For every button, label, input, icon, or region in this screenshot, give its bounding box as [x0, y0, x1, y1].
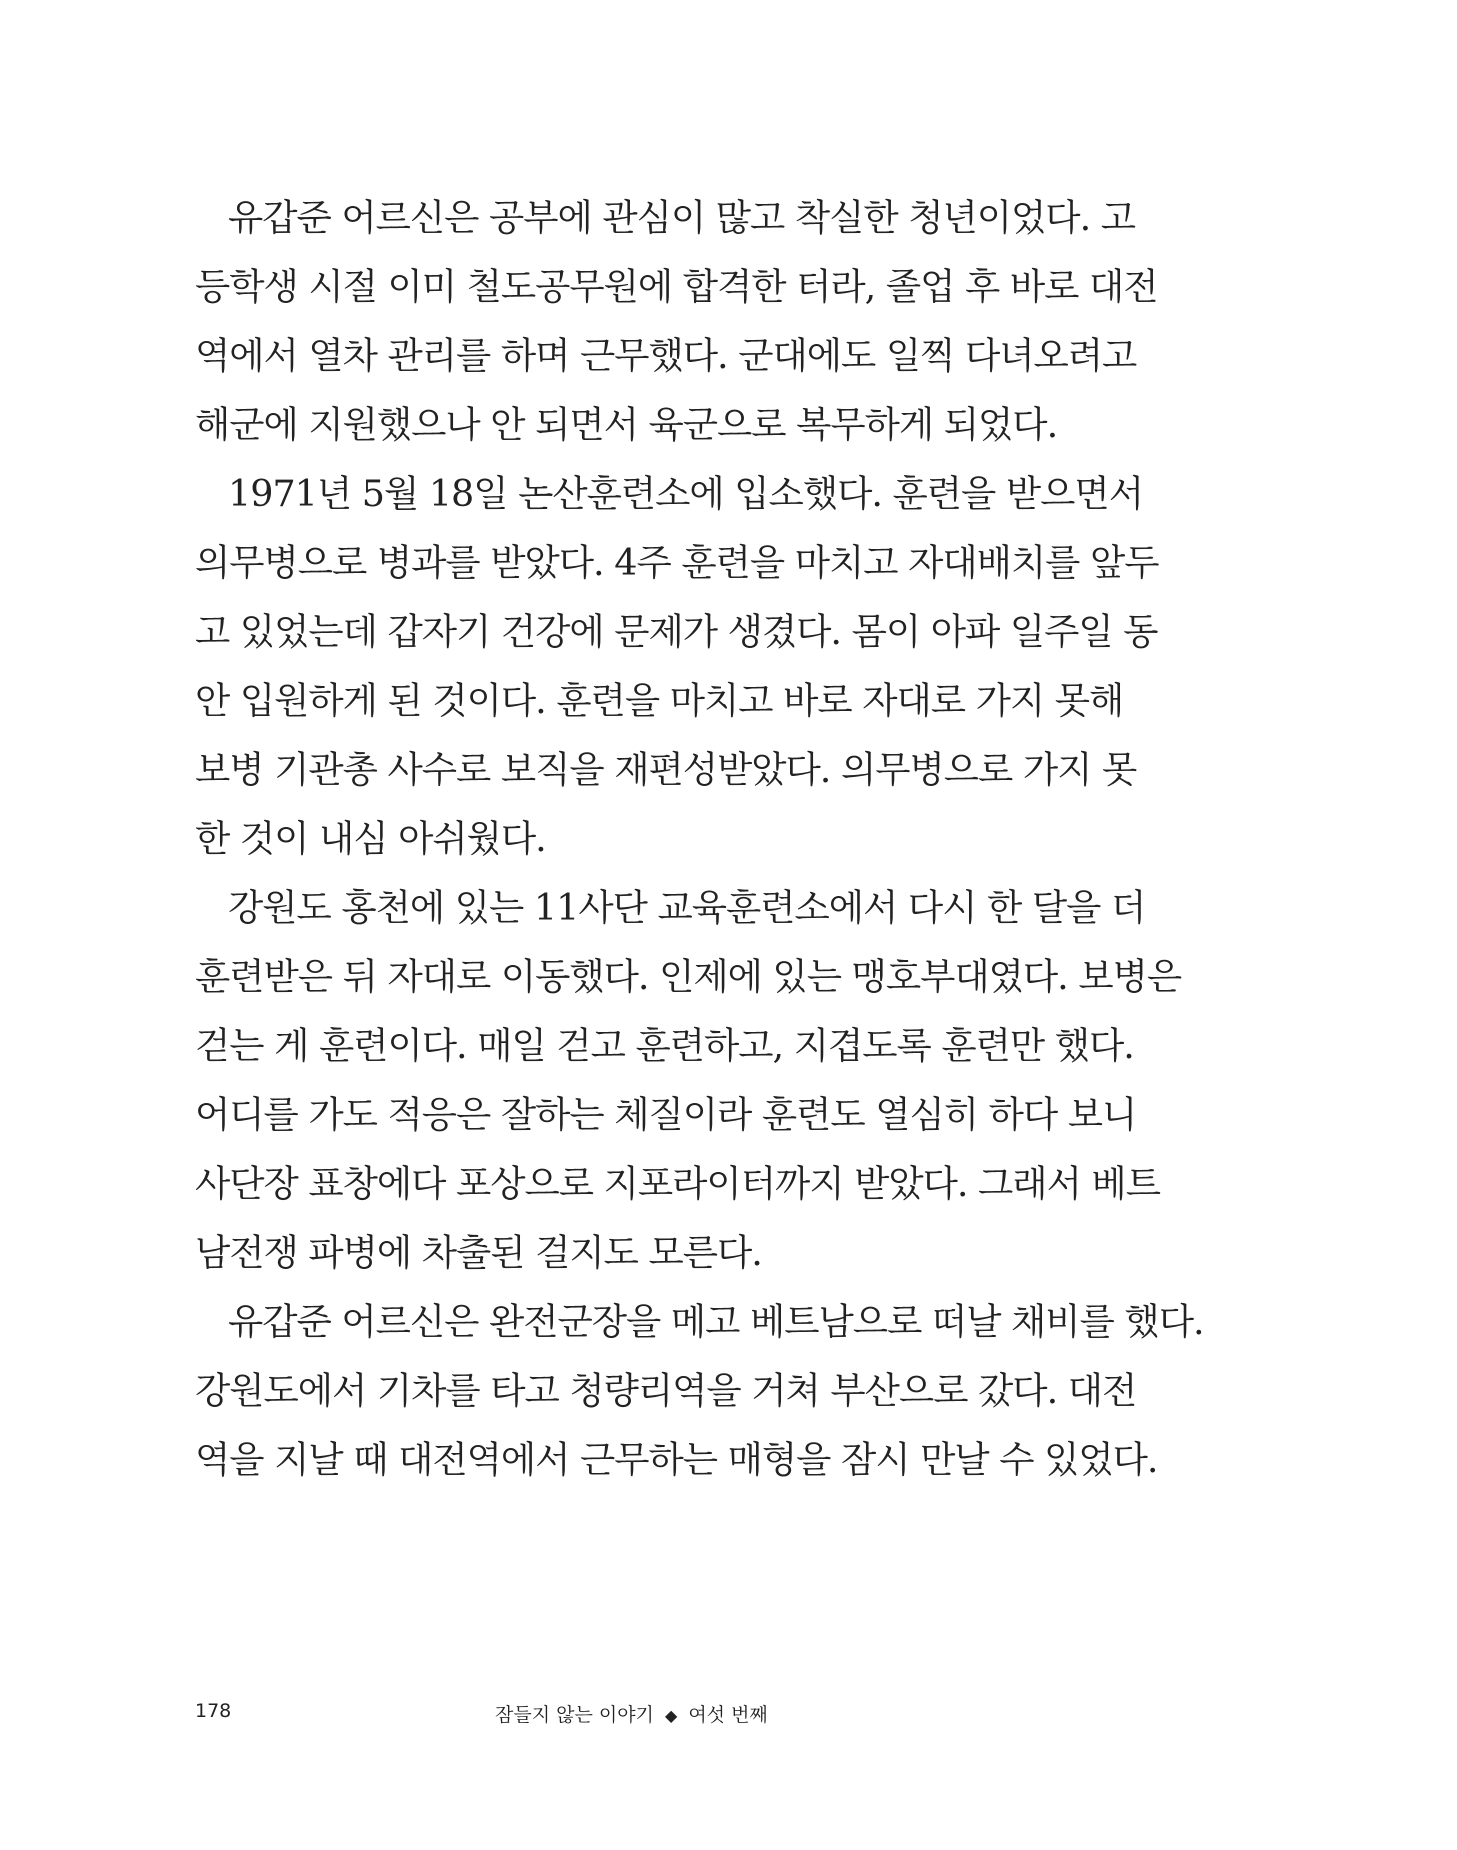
paragraph-1-line-3: 역에서 열차 관리를 하며 근무했다. 군대에도 일찍 다녀오려고: [195, 334, 1137, 377]
paragraph-3-line-6: 남전쟁 파병에 차출된 걸지도 모른다.: [195, 1231, 762, 1274]
paragraph-2-line-4: 안 입원하게 된 것이다. 훈련을 마치고 바로 자대로 가지 못해: [195, 679, 1124, 722]
book-title: 잠들지 않는 이야기: [495, 1704, 654, 1726]
body-text: [195, 183, 1204, 1494]
paragraph-1-line-1: 유갑준 어르신은 공부에 관심이 많고 착실한 청년이었다. 고: [228, 196, 1136, 239]
paragraph-2-line-6: 한 것이 내심 아쉬웠다.: [195, 817, 546, 860]
page-footer: [195, 1700, 1107, 1730]
diamond-separator-icon: ◆: [664, 1706, 678, 1725]
paragraph-4-line-1: 유갑준 어르신은 완전군장을 메고 베트남으로 떠날 채비를 했다.: [228, 1300, 1204, 1343]
page-number: 178: [195, 1700, 232, 1722]
paragraph-3-line-4: 어디를 가도 적응은 잘하는 체질이라 훈련도 열심히 하다 보니: [195, 1093, 1137, 1136]
paragraph-4-line-3: 역을 지날 때 대전역에서 근무하는 매형을 잠시 만날 수 있었다.: [195, 1438, 1158, 1481]
volume-label: 여섯 번째: [688, 1704, 768, 1726]
running-title: [495, 1700, 768, 1727]
paragraph-2-line-3: 고 있었는데 갑자기 건강에 문제가 생겼다. 몸이 아파 일주일 동: [195, 610, 1158, 653]
paragraph-3-line-5: 사단장 표창에다 포상으로 지포라이터까지 받았다. 그래서 베트: [195, 1162, 1160, 1205]
paragraph-1-line-4: 해군에 지원했으나 안 되면서 육군으로 복무하게 되었다.: [195, 403, 1058, 446]
paragraph-3-line-2: 훈련받은 뒤 자대로 이동했다. 인제에 있는 맹호부대였다. 보병은: [195, 955, 1182, 998]
paragraph-4-line-2: 강원도에서 기차를 타고 청량리역을 거쳐 부산으로 갔다. 대전: [195, 1369, 1137, 1412]
paragraph-2-line-5: 보병 기관총 사수로 보직을 재편성받았다. 의무병으로 가지 못: [195, 748, 1137, 791]
paragraph-3-line-3: 걷는 게 훈련이다. 매일 걷고 훈련하고, 지겹도록 훈련만 했다.: [195, 1024, 1134, 1067]
paragraph-2-line-1: 1971년 5월 18일 논산훈련소에 입소했다. 훈련을 받으면서: [228, 472, 1143, 515]
paragraph-2-line-2: 의무병으로 병과를 받았다. 4주 훈련을 마치고 자대배치를 앞두: [195, 541, 1159, 584]
paragraph-3-line-1: 강원도 홍천에 있는 11사단 교육훈련소에서 다시 한 달을 더: [228, 886, 1146, 929]
paragraph-1-line-2: 등학생 시절 이미 철도공무원에 합격한 터라, 졸업 후 바로 대전: [195, 265, 1158, 308]
